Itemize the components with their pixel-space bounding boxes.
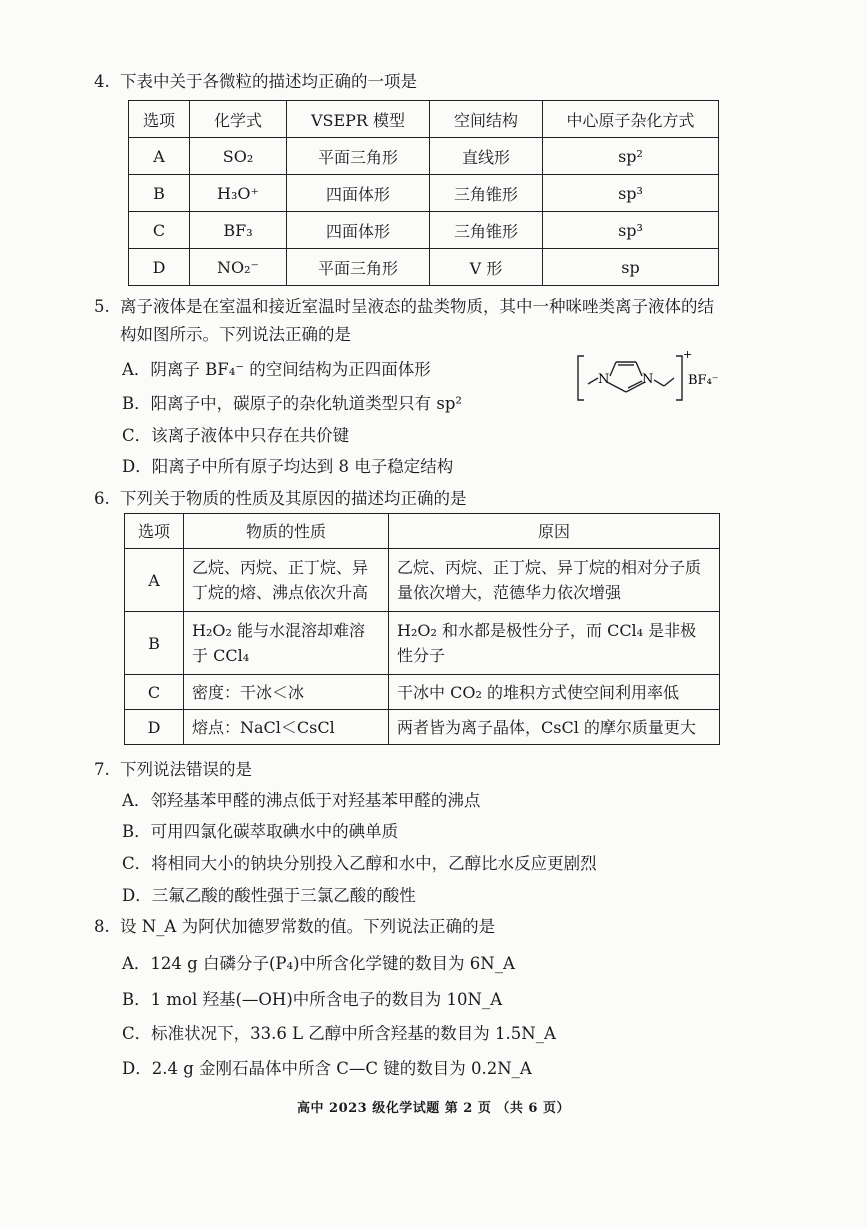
q5-stem-line1: 5. 离子液体是在室温和接近室温时呈液态的盐类物质，其中一种咪唑类离子液体的结 [94, 297, 714, 316]
q6-header-row [125, 514, 720, 549]
q4-header-cell: 化学式 [190, 101, 287, 138]
cation-charge: + [683, 350, 693, 361]
q8-option-b: B．1 mol 羟基(—OH)中所含电子的数目为 10N_A [122, 990, 503, 1009]
q7-option-b: B．可用四氯化碳萃取碘水中的碘单质 [122, 822, 399, 841]
q6-header-cell: 原因 [389, 514, 720, 549]
q6-header-cell: 物质的性质 [184, 514, 389, 549]
q5-option-d: D．阳离子中所有原子均达到 8 电子稳定结构 [122, 457, 454, 476]
imidazolium-structure [576, 350, 726, 410]
q5-option-c: C．该离子液体中只存在共价键 [122, 426, 350, 445]
q8-option-c: C．标准状况下，33.6 L 乙醇中所含羟基的数目为 1.5N_A [122, 1024, 556, 1043]
q4-header-cell: 选项 [129, 101, 190, 138]
q4-header-cell: 空间结构 [430, 101, 543, 138]
q4-header-cell: VSEPR 模型 [287, 101, 430, 138]
q8-option-a: A．124 g 白磷分子(P₄)中所含化学键的数目为 6N_A [122, 954, 515, 973]
q4-stem: 4. 下表中关于各微粒的描述均正确的一项是 [94, 72, 417, 91]
ring-atom-n2: N [642, 372, 654, 387]
q5-stem-line2: 构如图所示。下列说法正确的是 [120, 325, 351, 344]
table-row: C BF₃ 四面体形 三角锥形 sp³ [129, 212, 719, 249]
q7-option-a: A．邻羟基苯甲醛的沸点低于对羟基苯甲醛的沸点 [122, 791, 481, 810]
q8-option-d: D．2.4 g 金刚石晶体中所含 C—C 键的数目为 0.2N_A [122, 1059, 532, 1078]
table-row: A 乙烷、丙烷、正丁烷、异丁烷的熔、沸点依次升高 乙烷、丙烷、正丁烷、异丁烷的相对分子质量依次增大，范德华力依次增强 [125, 549, 720, 612]
table-row: D NO₂⁻ 平面三角形 V 形 sp [129, 249, 719, 286]
q6-header-cell: 选项 [125, 514, 184, 549]
table-row: B H₃O⁺ 四面体形 三角锥形 sp³ [129, 175, 719, 212]
q6-table [124, 513, 720, 745]
table-row: B H₂O₂ 能与水混溶却难溶于 CCl₄ H₂O₂ 和水都是极性分子，而 CCl₄ 是非极性分子 [125, 612, 720, 675]
table-row: C 密度：干冰＜冰 干冰中 CO₂ 的堆积方式使空间利用率低 [125, 675, 720, 710]
imidazolium-ring-drawing [576, 350, 726, 410]
table-row: A SO₂ 平面三角形 直线形 sp² [129, 138, 719, 175]
q4-header-row [129, 101, 719, 138]
q4-header-cell: 中心原子杂化方式 [543, 101, 719, 138]
q7-stem: 7. 下列说法错误的是 [94, 760, 252, 779]
q6-stem: 6. 下列关于物质的性质及其原因的描述均正确的是 [94, 489, 467, 508]
q8-stem: 8. 设 N_A 为阿伏加德罗常数的值。下列说法正确的是 [94, 917, 496, 936]
q5-option-a: A．阴离子 BF₄⁻ 的空间结构为正四面体形 [122, 360, 431, 379]
page-footer: 高中 2023 级化学试题 第 2 页 （共 6 页） [297, 1101, 570, 1116]
q7-option-d: D．三氟乙酸的酸性强于三氯乙酸的酸性 [122, 886, 416, 905]
q7-option-c: C．将相同大小的钠块分别投入乙醇和水中，乙醇比水反应更剧烈 [122, 854, 597, 873]
table-row: D 熔点：NaCl＜CsCl 两者皆为离子晶体，CsCl 的摩尔质量更大 [125, 710, 720, 745]
q4-table [128, 100, 719, 286]
ring-atom-n1: N [598, 372, 610, 387]
anion-label: BF₄⁻ [688, 373, 719, 388]
q5-option-b: B．阳离子中，碳原子的杂化轨道类型只有 sp² [122, 394, 463, 413]
